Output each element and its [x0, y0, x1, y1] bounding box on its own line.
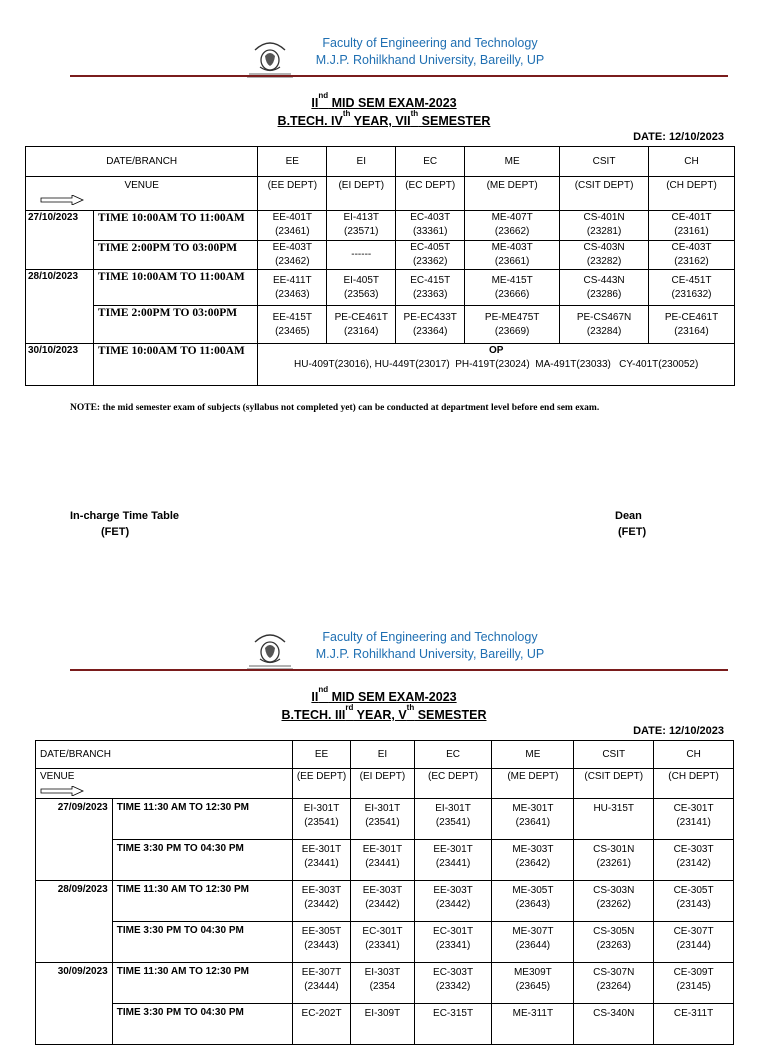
common-subjects: HU-409T(23016), HU-449T(23017) PH-419T(23024) MA-491T(23033) CY-401T(230052) [294, 359, 699, 370]
exam-date: 30/10/2023 [26, 344, 94, 386]
subject-cell: ME-307T (23644) [492, 922, 574, 963]
subject-cell: CE-301T (23141) [654, 799, 734, 840]
university-name: M.J.P. Rohilkhand University, Bareilly, UP [315, 53, 545, 67]
subject-cell: PE-ME475T (23669) [465, 306, 560, 344]
exam-time: TIME 11:30 AM TO 12:30 PM [112, 881, 292, 922]
subject-cell: CE-307T (23144) [654, 922, 734, 963]
exam-time: TIME 11:30 AM TO 12:30 PM [112, 963, 292, 1004]
date-branch-header: DATE/BRANCH [36, 741, 293, 769]
branch-header: CH [649, 147, 735, 177]
subject-cell: EE-303T (23442) [351, 881, 414, 922]
branch-header: CSIT [560, 147, 649, 177]
subject-cell: ------ [327, 241, 396, 270]
subject-cell: ME-403T (23661) [465, 241, 560, 270]
header-rule [70, 669, 728, 671]
subject-cell: CS-403N (23282) [560, 241, 649, 270]
branch-header: EI [327, 147, 396, 177]
page1-course-title: B.TECH. IVth YEAR, VIIth SEMESTER [277, 109, 491, 128]
exam-time: TIME 10:00AM TO 11:00AM [93, 270, 257, 306]
subject-cell: EC-403T (33361) [396, 211, 465, 241]
venue-header [36, 769, 293, 799]
subject-cell: EE-303T (23442) [292, 881, 350, 922]
subject-cell: EE-411T (23463) [258, 270, 327, 306]
dept-cell: (ME DEPT) [465, 177, 560, 211]
header-rule [70, 75, 728, 77]
page2-date: DATE: 12/10/2023 [633, 725, 724, 737]
dept-cell: (CH DEPT) [649, 177, 735, 211]
dept-cell: (EI DEPT) [327, 177, 396, 211]
subject-cell: CE-305T (23143) [654, 881, 734, 922]
faculty-name: Faculty of Engineering and Technology [322, 36, 538, 50]
subject-cell: EI-303T (2354 [351, 963, 414, 1004]
dept-cell: (EC DEPT) [396, 177, 465, 211]
subject-cell: CS-305N (23263) [574, 922, 654, 963]
page2-exam-title: IInd MID SEM EXAM-2023 [311, 685, 457, 704]
subject-cell: EI-413T (23571) [327, 211, 396, 241]
page1-note: NOTE: the mid semester exam of subjects (syllabus not completed yet) can be conducted at department level before end sem exam. [70, 403, 600, 413]
branch-header: EI [351, 741, 414, 769]
dept-cell: (EI DEPT) [351, 769, 414, 799]
page1-signature-left: In-charge Time Table (FET) [70, 510, 180, 538]
subject-cell: EC-405T (23362) [396, 241, 465, 270]
subject-cell: ME-305T (23643) [492, 881, 574, 922]
date-branch-header: DATE/BRANCH [26, 147, 258, 177]
dept-cell: (EE DEPT) [292, 769, 350, 799]
exam-date: 27/09/2023 [36, 799, 113, 881]
subject-cell: HU-315T [574, 799, 654, 840]
branch-header: EC [396, 147, 465, 177]
venue-label: VENUE [124, 180, 159, 191]
subject-cell: PE-CS467N (23284) [560, 306, 649, 344]
subject-cell: EI-301T (23541) [292, 799, 350, 840]
subject-cell: ME-301T (23641) [492, 799, 574, 840]
subject-cell: EE-301T (23441) [292, 840, 350, 881]
subject-cell: CS-303N (23262) [574, 881, 654, 922]
subject-cell: EC-202T [292, 1004, 350, 1045]
branch-header: ME [492, 741, 574, 769]
subject-cell: CS-307N (23264) [574, 963, 654, 1004]
page1-exam-title: IInd MID SEM EXAM-2023 [311, 91, 457, 110]
subject-cell: EE-401T (23461) [258, 211, 327, 241]
subject-cell: CS-301N (23261) [574, 840, 654, 881]
branch-header: EC [414, 741, 492, 769]
subject-cell: EE-303T (23442) [414, 881, 492, 922]
dept-cell: (CSIT DEPT) [560, 177, 649, 211]
subject-cell: EC-315T [414, 1004, 492, 1045]
subject-cell: ME-407T (23662) [465, 211, 560, 241]
faculty-name: Faculty of Engineering and Technology [322, 630, 538, 644]
subject-cell: ME309T (23645) [492, 963, 574, 1004]
exam-date: 27/10/2023 [26, 211, 94, 270]
subject-cell: EC-415T (23363) [396, 270, 465, 306]
exam-time: TIME 10:00AM TO 11:00AM [93, 344, 257, 386]
branch-header: CH [654, 741, 734, 769]
subject-cell: CE-401T (23161) [649, 211, 735, 241]
subject-cell: PE-EC433T (23364) [396, 306, 465, 344]
exam-time: TIME 3:30 PM TO 04:30 PM [112, 922, 292, 963]
subject-cell: EC-301T (23341) [414, 922, 492, 963]
subject-cell: CE-451T (231632) [649, 270, 735, 306]
subject-cell: CS-340N [574, 1004, 654, 1045]
dept-cell: (CH DEPT) [654, 769, 734, 799]
subject-cell: CE-303T (23142) [654, 840, 734, 881]
arrow-right-icon [40, 786, 84, 796]
subject-cell: PE-CE461T (23164) [327, 306, 396, 344]
op-label: OP [488, 345, 504, 356]
subject-cell: ME-415T (23666) [465, 270, 560, 306]
venue-header [26, 177, 258, 211]
arrow-right-icon [40, 195, 84, 205]
university-emblem-icon [241, 628, 299, 672]
subject-cell: EC-301T (23341) [351, 922, 414, 963]
subject-cell: EE-307T (23444) [292, 963, 350, 1004]
exam-time: TIME 10:00AM TO 11:00AM [93, 211, 257, 241]
exam-date: 30/09/2023 [36, 963, 113, 1045]
subject-cell: ME-303T (23642) [492, 840, 574, 881]
subject-cell: CS-401N (23281) [560, 211, 649, 241]
subject-cell: EE-415T (23465) [258, 306, 327, 344]
subject-cell: CE-403T (23162) [649, 241, 735, 270]
subject-cell: CE-311T [654, 1004, 734, 1045]
subject-cell: EI-301T (23541) [414, 799, 492, 840]
branch-header: ME [465, 147, 560, 177]
subject-cell: CE-309T (23145) [654, 963, 734, 1004]
venue-label: VENUE [40, 771, 75, 782]
subject-cell: EI-309T [351, 1004, 414, 1045]
dept-cell: (EC DEPT) [414, 769, 492, 799]
subject-cell: EC-303T (23342) [414, 963, 492, 1004]
subject-cell: EI-405T (23563) [327, 270, 396, 306]
university-name: M.J.P. Rohilkhand University, Bareilly, UP [315, 647, 545, 661]
dept-cell: (EE DEPT) [258, 177, 327, 211]
subject-cell: EI-301T (23541) [351, 799, 414, 840]
dept-cell: (ME DEPT) [492, 769, 574, 799]
page1-date: DATE: 12/10/2023 [633, 131, 724, 143]
subject-cell: PE-CE461T (23164) [649, 306, 735, 344]
page1-timetable [25, 146, 735, 386]
page2-course-title: B.TECH. IIIrd YEAR, Vth SEMESTER [281, 703, 487, 722]
exam-time: TIME 2:00PM TO 03:00PM [93, 306, 257, 344]
exam-time: TIME 3:30 PM TO 04:30 PM [112, 1004, 292, 1045]
subject-cell: ME-311T [492, 1004, 574, 1045]
branch-header: CSIT [574, 741, 654, 769]
exam-time: TIME 11:30 AM TO 12:30 PM [112, 799, 292, 840]
subject-cell: EE-301T (23441) [414, 840, 492, 881]
branch-header: EE [258, 147, 327, 177]
subject-cell: EE-301T (23441) [351, 840, 414, 881]
subject-cell: CS-443N (23286) [560, 270, 649, 306]
subject-cell: EE-305T (23443) [292, 922, 350, 963]
exam-time: TIME 2:00PM TO 03:00PM [93, 241, 257, 270]
exam-date: 28/10/2023 [26, 270, 94, 344]
dept-cell: (CSIT DEPT) [574, 769, 654, 799]
branch-header: EE [292, 741, 350, 769]
exam-date: 28/09/2023 [36, 881, 113, 963]
common-subjects-cell [258, 344, 735, 386]
university-emblem-icon [241, 36, 299, 80]
page1-signature-right: Dean (FET) [615, 510, 647, 538]
exam-time: TIME 3:30 PM TO 04:30 PM [112, 840, 292, 881]
page2-timetable [35, 740, 734, 1045]
subject-cell: EE-403T (23462) [258, 241, 327, 270]
